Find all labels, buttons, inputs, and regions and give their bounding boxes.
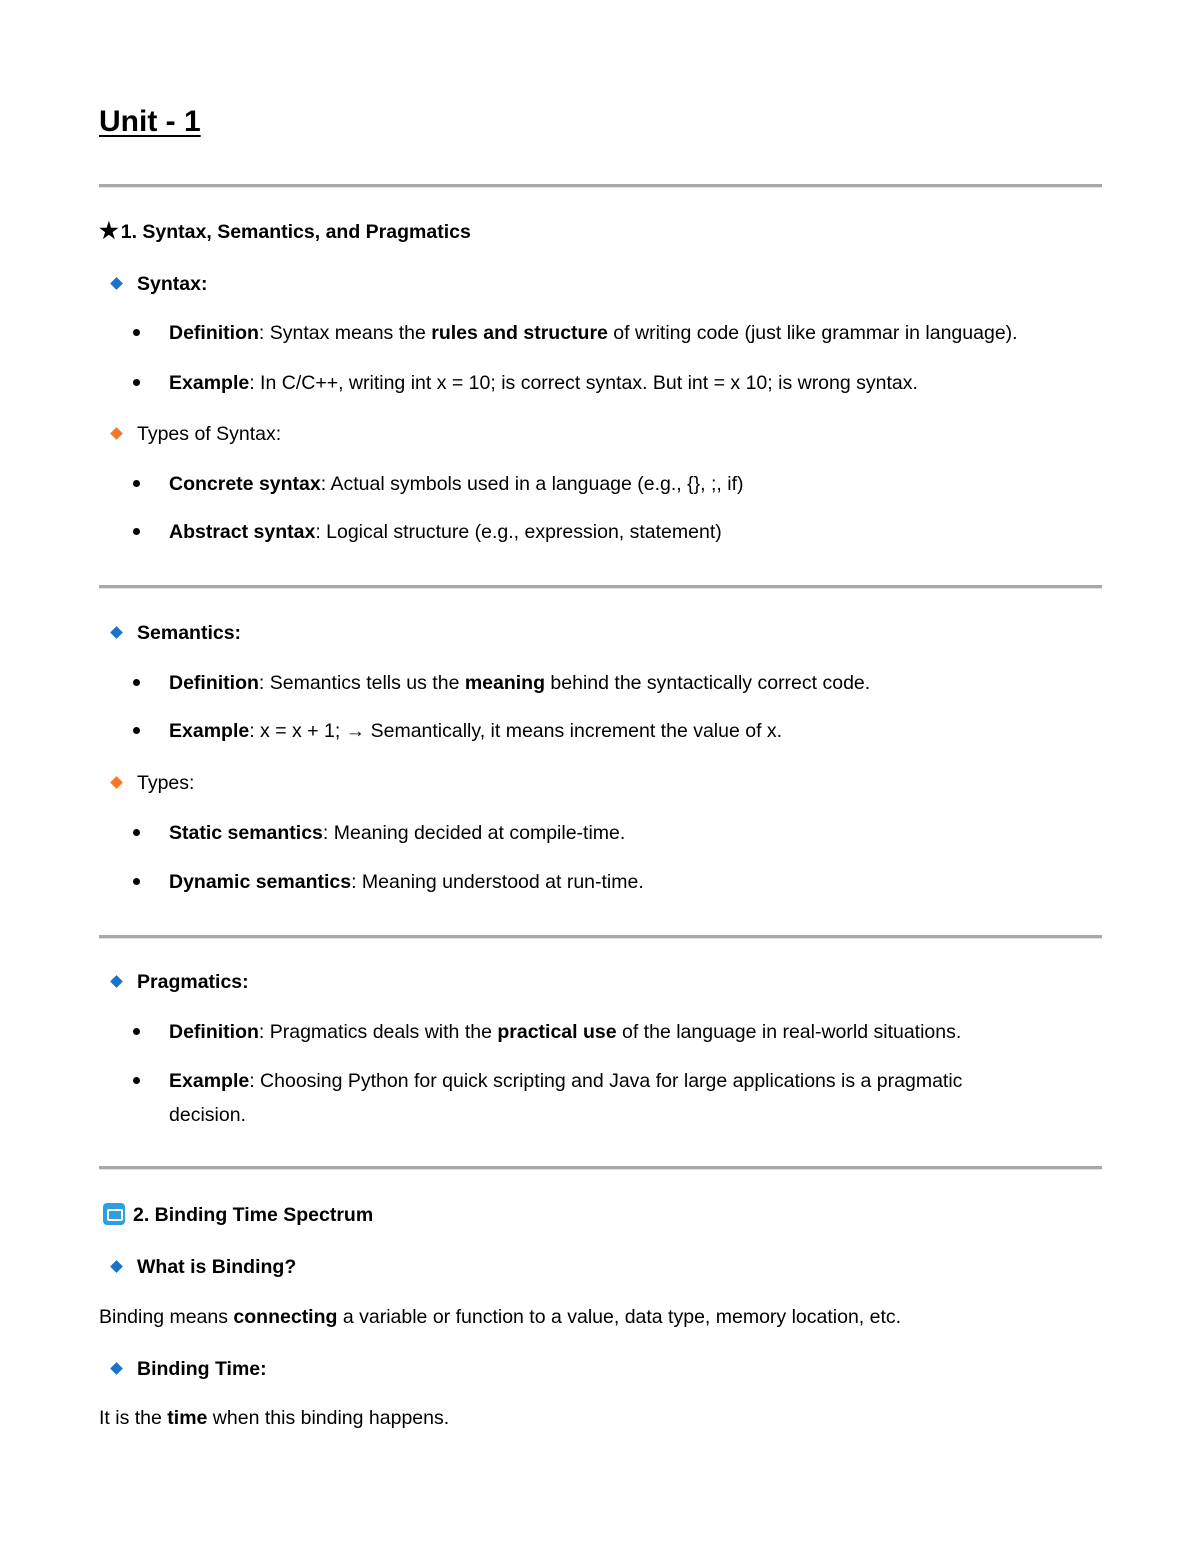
list-item-semantics-definition (131, 670, 870, 696)
subheading-text: What is Binding? (137, 1256, 297, 1278)
page-title: Unit - 1 (99, 105, 201, 138)
subheading-binding-time (108, 1356, 267, 1382)
bullet-icon (133, 878, 140, 885)
term-label: Example (169, 1070, 250, 1092)
text-run: of writing code (just like grammar in language). (607, 322, 1018, 344)
text-run: : In C/C++, writing int x = 10; is correct syntax. But int = x 10; is wrong syntax. (249, 372, 918, 394)
horizontal-rule (99, 184, 1102, 188)
list-item-continuation: decision. (169, 1104, 246, 1126)
text-run: : Syntax means the (258, 322, 432, 344)
list-item-syntax-definition (131, 320, 1018, 346)
diamond-orange-icon (110, 776, 123, 789)
bullet-icon (133, 829, 140, 836)
bullet-icon (133, 1077, 140, 1084)
subheading-text: Syntax: (137, 273, 208, 295)
diamond-blue-icon (110, 1260, 123, 1273)
bullet-icon (133, 379, 140, 386)
text-run: : Choosing Python for quick scripting and Java for large applications is a pragmatic (249, 1070, 963, 1092)
paragraph-binding-definition (99, 1304, 901, 1330)
bold-run: rules and structure (431, 322, 608, 344)
subheading-semantics (108, 620, 241, 646)
term-label: Definition (169, 322, 259, 344)
subheading-text: Types: (137, 772, 195, 794)
list-item-concrete-syntax (131, 471, 743, 497)
subheading-syntax (108, 271, 207, 297)
text-run: : Meaning decided at compile-time. (322, 822, 626, 844)
subheading-what-is-binding (108, 1254, 296, 1280)
list-item-pragmatics-definition (131, 1019, 961, 1045)
heading-text: 1. Syntax, Semantics, and Pragmatics (120, 221, 471, 243)
subheading-text: Types of Syntax: (137, 423, 282, 445)
term-label: Definition (169, 672, 259, 694)
term-label: Example (169, 372, 250, 394)
subheading-pragmatics (108, 969, 249, 995)
list-item-abstract-syntax (131, 519, 722, 545)
term-label: Definition (169, 1021, 259, 1043)
text-run: : Semantics tells us the (258, 672, 465, 694)
text-run: : Actual symbols used in a language (e.g., {}, ;, if) (320, 473, 744, 495)
bullet-icon (133, 1028, 140, 1035)
term-label: Example (169, 720, 250, 742)
text-run: a variable or function to a value, data type, memory location, etc. (337, 1306, 902, 1328)
diamond-blue-icon (110, 277, 123, 290)
subheading-text: Semantics: (137, 622, 242, 644)
diamond-blue-icon (110, 1362, 123, 1375)
horizontal-rule (99, 1166, 1102, 1170)
list-item-pragmatics-example (131, 1068, 962, 1094)
text-run: Binding means (99, 1306, 234, 1328)
text-run: when this binding happens. (207, 1407, 450, 1429)
star-icon: ★ (99, 218, 119, 243)
text-run: : Pragmatics deals with the (258, 1021, 498, 1043)
subheading-semantics-types (108, 770, 194, 796)
bullet-icon (133, 679, 140, 686)
bullet-icon (133, 528, 140, 535)
paragraph-binding-time (99, 1405, 449, 1431)
section-heading-syntax-semantics-pragmatics (99, 218, 471, 245)
text-run: It is the (99, 1407, 168, 1429)
diamond-blue-icon (110, 626, 123, 639)
text-run: : x = x + 1; → Semantically, it means increment the value of x. (249, 720, 783, 742)
bold-run: connecting (233, 1306, 338, 1328)
term-label: Static semantics (169, 822, 323, 844)
subheading-text: Binding Time: (137, 1358, 267, 1380)
horizontal-rule (99, 935, 1102, 939)
text-run: behind the syntactically correct code. (545, 672, 871, 694)
bold-run: meaning (464, 672, 546, 694)
text-run: : Meaning understood at run-time. (351, 871, 644, 893)
section-heading-binding-time-spectrum (99, 1202, 373, 1229)
text-run: : Logical structure (e.g., expression, statement) (315, 521, 722, 543)
subheading-text: Pragmatics: (137, 971, 249, 993)
term-label: Concrete syntax (169, 473, 321, 495)
subheading-types-of-syntax (108, 421, 281, 447)
term-label: Abstract syntax (169, 521, 316, 543)
heading-text: 2. Binding Time Spectrum (133, 1204, 374, 1226)
diamond-blue-icon (110, 975, 123, 988)
horizontal-rule (99, 585, 1102, 589)
calendar-icon (103, 1203, 125, 1225)
text-run: of the language in real-world situations. (616, 1021, 962, 1043)
diamond-orange-icon (110, 427, 123, 440)
bullet-icon (133, 727, 140, 734)
bold-run: time (167, 1407, 208, 1429)
bold-run: practical use (497, 1021, 617, 1043)
list-item-syntax-example (131, 370, 918, 396)
list-item-semantics-example (131, 718, 782, 744)
bullet-icon (133, 329, 140, 336)
list-item-static-semantics (131, 820, 625, 846)
list-item-dynamic-semantics (131, 869, 644, 895)
term-label: Dynamic semantics (169, 871, 352, 893)
bullet-icon (133, 480, 140, 487)
